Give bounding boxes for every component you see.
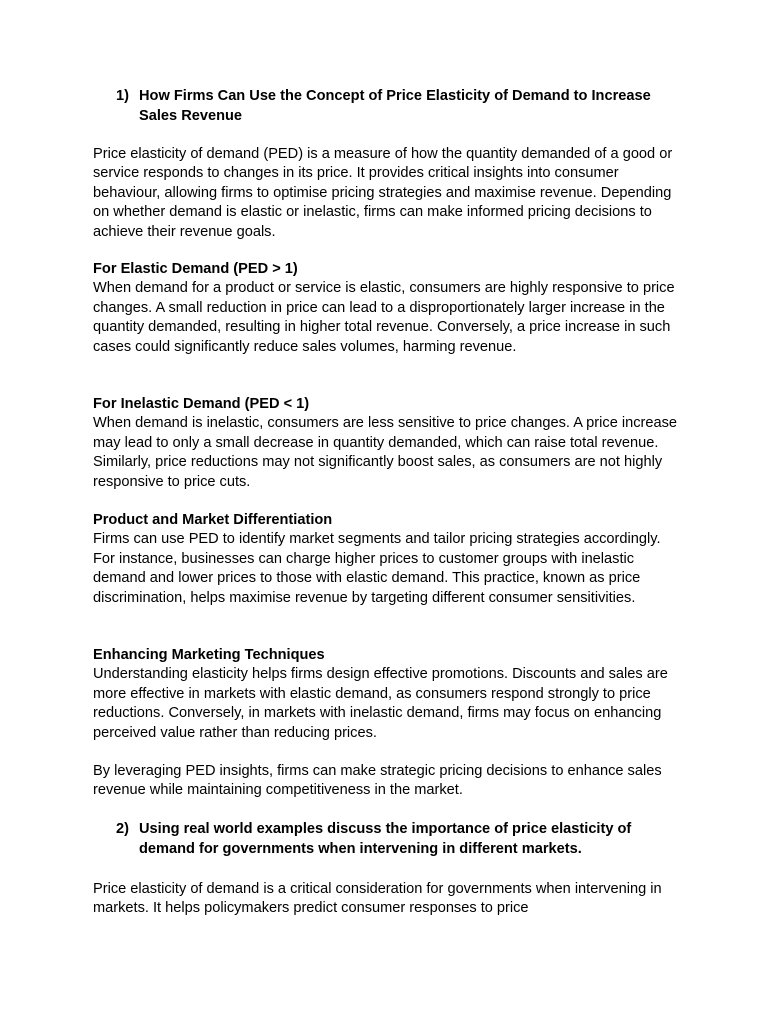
section-1-number: 1) (116, 88, 129, 104)
section-2-intro-text: Price elasticity of demand is a critical consideration for governments when intervening in markets. It helps policymakers predict consumer responses to price (93, 881, 662, 917)
differentiation-body: Firms can use PED to identify market segments and tailor pricing strategies accordingly. For instance, businesses can charge higher prices to customer groups with inelastic demand and lower prices to those with elastic demand. This practice, known as price discrimination, helps maximise revenue by targeting different consumer sensitivities. (93, 531, 661, 606)
elastic-demand-body: When demand for a product or service is elastic, consumers are highly responsive to price changes. A small reduction in price can lead to a disproportionately larger increase in the quantity demanded, resulting in higher total revenue. Conversely, a price increase in such cases could significantly reduce sales volumes, harming revenue. (93, 280, 675, 355)
inelastic-demand-title: For Inelastic Demand (PED < 1) (93, 396, 310, 412)
differentiation-title: Product and Market Differentiation (93, 512, 333, 528)
section-1-intro-text: Price elasticity of demand (PED) is a measure of how the quantity demanded of a good or service responds to changes in its price. It provides critical insights into consumer behaviour, allowing firms to optimise pricing strategies and maximise revenue. Depending on whether demand is elastic or inelastic, firms can make informed pricing decisions to achieve their revenue goals. (93, 146, 673, 240)
differentiation-block (93, 511, 683, 608)
marketing-body: Understanding elasticity helps firms design effective promotions. Discounts and sales are more effective in markets with elastic demand, as consumers respond strongly to price reductions. Conversely, in markets with inelastic demand, firms may focus on enhancing perceived value rather than reducing prices. (93, 666, 668, 741)
elastic-demand-title: For Elastic Demand (PED > 1) (93, 261, 298, 277)
inelastic-demand-block (93, 395, 683, 492)
section-1-intro (93, 145, 683, 242)
section-1-heading (116, 87, 676, 126)
section-1-conclusion-text: By leveraging PED insights, firms can make strategic pricing decisions to enhance sales revenue while maintaining competitiveness in the market. (93, 763, 662, 799)
section-1-heading-text: How Firms Can Use the Concept of Price Elasticity of Demand to Increase Sales Revenue (139, 88, 651, 124)
marketing-block (93, 646, 683, 743)
elastic-demand-block (93, 260, 683, 357)
section-2-heading-text: Using real world examples discuss the importance of price elasticity of demand for governments when intervening in different markets. (139, 821, 632, 857)
section-2-number: 2) (116, 821, 129, 837)
marketing-title: Enhancing Marketing Techniques (93, 647, 325, 663)
inelastic-demand-body: When demand is inelastic, consumers are less sensitive to price changes. A price increase may lead to only a small decrease in quantity demanded, which can raise total revenue. Similarly, price reductions may not significantly boost sales, as consumers are not highly responsive to price cuts. (93, 415, 678, 490)
section-2-intro (93, 880, 683, 919)
section-1-conclusion (93, 762, 683, 801)
section-2-heading (116, 820, 676, 859)
